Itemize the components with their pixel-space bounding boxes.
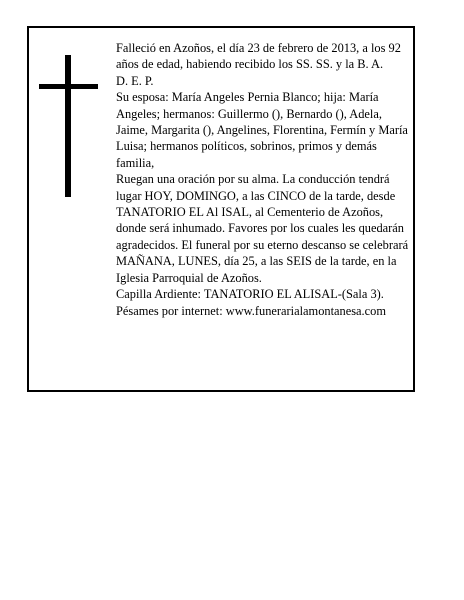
chapel-text: Capilla Ardiente: TANATORIO EL ALISAL-(Sala 3).: [116, 287, 384, 302]
obituary-notice: [27, 26, 415, 392]
cross-icon: [39, 55, 98, 197]
cross-horizontal-bar: [39, 84, 98, 89]
cross-vertical-bar: [65, 55, 71, 197]
death-notice-text: Falleció en Azoños, el día 23 de febrero de 2013, a los 92 años de edad, habiendo recibido los SS. SS. y la B. A.: [116, 41, 401, 72]
funeral-details-text: Ruegan una oración por su alma. La conducción tendrá lugar HOY, DOMINGO, a las CINCO de la tarde, desde TANATORIO EL Al ISAL, al Cementerio de Azoños, donde será inhumado. Favores por los cuales les quedarán agradecidos. El funeral por su eterno descanso se celebrará MAÑANA, LUNES, día 25, a las SEIS de la tarde, en la Iglesia Parroquial de Azoños.: [116, 172, 409, 285]
rip-text: D. E. P.: [116, 73, 154, 88]
condolences-text: Pésames por internet: www.funerarialamontanesa.com: [116, 303, 386, 318]
family-text: Su esposa: María Angeles Pernia Blanco; hija: María Angeles; hermanos: Guillermo (), Bernardo (), Adela, Jaime, Margarita (), Angelines, Florentina, Fermín y María Luisa; hermanos políticos, sobrinos, primos y demás familia,: [116, 90, 408, 170]
obituary-text: [116, 40, 409, 319]
